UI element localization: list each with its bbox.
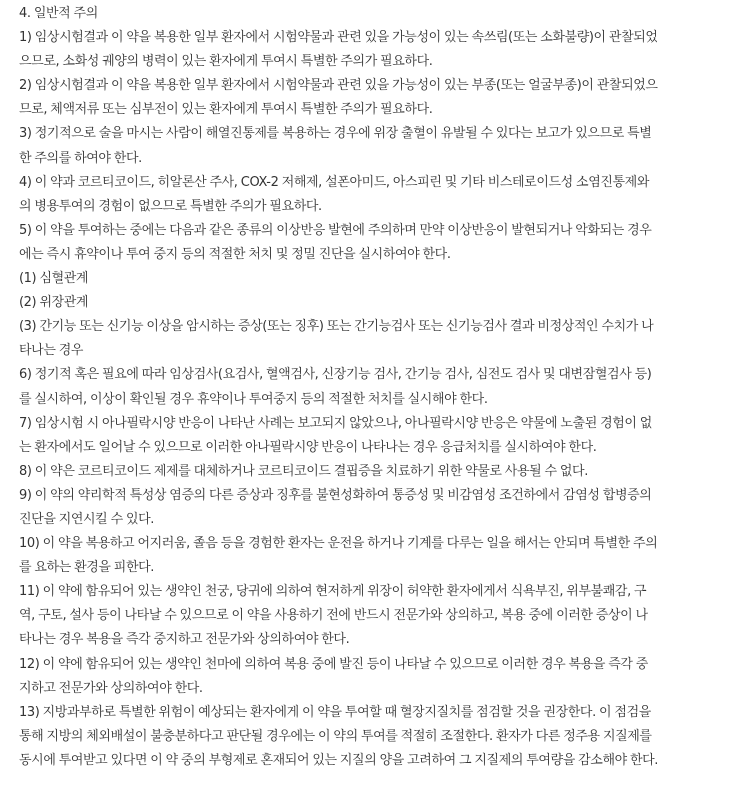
text-line: (2) 위장관계 xyxy=(19,295,89,311)
text-line: (1) 심혈관계 xyxy=(19,271,89,287)
text-line: 11) 이 약에 함유되어 있는 생약인 천궁, 당귀에 의하여 현저하게 위장이 허약한 환자에게서 식욕부진, 위부불쾌감, 구 xyxy=(19,584,647,600)
text-line: 지하고 전문가와 상의하여야 한다. xyxy=(19,680,203,696)
text-line: 2) 임상시험결과 이 약을 복용한 일부 환자에서 시험약물과 관련 있을 가능성이 있는 부종(또는 얼굴부종)이 관찰되었으 xyxy=(19,78,658,94)
text-line: 12) 이 약에 함유되어 있는 생약인 천마에 의하여 복용 중에 발진 등이 나타날 수 있으므로 이러한 경우 복용을 즉각 중 xyxy=(19,656,648,672)
text-line: 는 환자에서도 일어날 수 있으므로 이러한 아나필락시양 반응이 나타나는 경우 응급처치를 실시하여야 한다. xyxy=(19,439,597,455)
text-line: 7) 임상시험 시 아나필락시양 반응이 나타난 사례는 보고되지 않았으나, 아나필락시양 반응은 약물에 노출된 경험이 없 xyxy=(19,415,652,431)
text-line: 10) 이 약을 복용하고 어지러움, 졸음 등을 경험한 환자는 운전을 하거나 기계를 다루는 일을 해서는 안되며 특별한 주의 xyxy=(19,536,658,552)
text-line: 의 병용투여의 경험이 없으므로 특별한 주의가 필요하다. xyxy=(19,198,322,214)
text-line: 13) 지방과부하로 특별한 위험이 예상되는 환자에게 이 약을 투여할 때 혈장지질치를 점검할 것을 권장한다. 이 점검을 xyxy=(19,704,651,720)
text-line: (3) 간기능 또는 신기능 이상을 암시하는 증상(또는 징후) 또는 간기능검사 또는 신기능검사 결과 비정상적인 수치가 나 xyxy=(19,319,654,335)
text-line: 역, 구토, 설사 등이 나타날 수 있으므로 이 약을 사용하기 전에 반드시 전문가와 상의하고, 복용 중에 이러한 증상이 나 xyxy=(19,608,648,624)
text-line: 8) 이 약은 코르티코이드 제제를 대체하거나 코르티코이드 결핍증을 치료하기 위한 약물로 사용될 수 없다. xyxy=(19,463,588,479)
text-line: 9) 이 약의 약리학적 특성상 염증의 다른 증상과 징후를 불현성화하여 통증성 및 비감염성 조건하에서 감염성 합병증의 xyxy=(19,487,652,503)
text-line: 에는 즉시 휴약이나 투여 중지 등의 적절한 처치 및 정밀 진단을 실시하여야 한다. xyxy=(19,246,451,262)
text-line: 4) 이 약과 코르티코이드, 히알론산 주사, COX-2 저해제, 설폰아미드, 아스피린 및 기타 비스테로이드성 소염진통제와 xyxy=(19,174,649,190)
text-line: 3) 정기적으로 술을 마시는 사람이 해열진통제를 복용하는 경우에 위장 출혈이 유발될 수 있다는 보고가 있으므로 특별 xyxy=(19,126,652,142)
text-line: 으므로, 소화성 궤양의 병력이 있는 환자에게 투여시 특별한 주의가 필요하다. xyxy=(19,54,433,70)
text-line: 5) 이 약을 투여하는 중에는 다음과 같은 종류의 이상반응 발현에 주의하며 만약 이상반응이 발현되거나 악화되는 경우 xyxy=(19,222,652,238)
text-line: 므로, 체액저류 또는 심부전이 있는 환자에게 투여시 특별한 주의가 필요하다. xyxy=(19,102,433,118)
text-line: 를 요하는 환경을 피한다. xyxy=(19,560,155,576)
text-line: 통해 지방의 체외배설이 불충분하다고 판단될 경우에는 이 약의 투여를 적절히 조절한다. 환자가 다른 정주용 지질제를 xyxy=(19,728,652,744)
text-line: 를 실시하여, 이상이 확인될 경우 휴약이나 투여중지 등의 적절한 처치를 실시해야 한다. xyxy=(19,391,488,407)
paragraph-lines xyxy=(19,26,733,773)
text-line: 진단을 지연시킬 수 있다. xyxy=(19,511,155,527)
text-line: 한 주의를 하여야 한다. xyxy=(19,150,142,166)
text-line: 1) 임상시험결과 이 약을 복용한 일부 환자에서 시험약물과 관련 있을 가능성이 있는 속쓰림(또는 소화불량)이 관찰되었 xyxy=(19,30,658,46)
text-line: 6) 정기적 혹은 필요에 따라 임상검사(요검사, 혈액검사, 신장기능 검사, 간기능 검사, 심전도 검사 및 대변잠혈검사 등) xyxy=(19,367,652,383)
text-line: 타나는 경우 복용을 즉각 중지하고 전문가와 상의하여야 한다. xyxy=(19,632,350,648)
section-title: 4. 일반적 주의 xyxy=(19,6,98,21)
text-line: 타나는 경우 xyxy=(19,343,84,359)
text-line: 동시에 투여받고 있다면 이 약 중의 부형제로 혼재되어 있는 지질의 양을 고려하여 그 지질제의 투여량을 감소해야 한다. xyxy=(19,752,659,768)
